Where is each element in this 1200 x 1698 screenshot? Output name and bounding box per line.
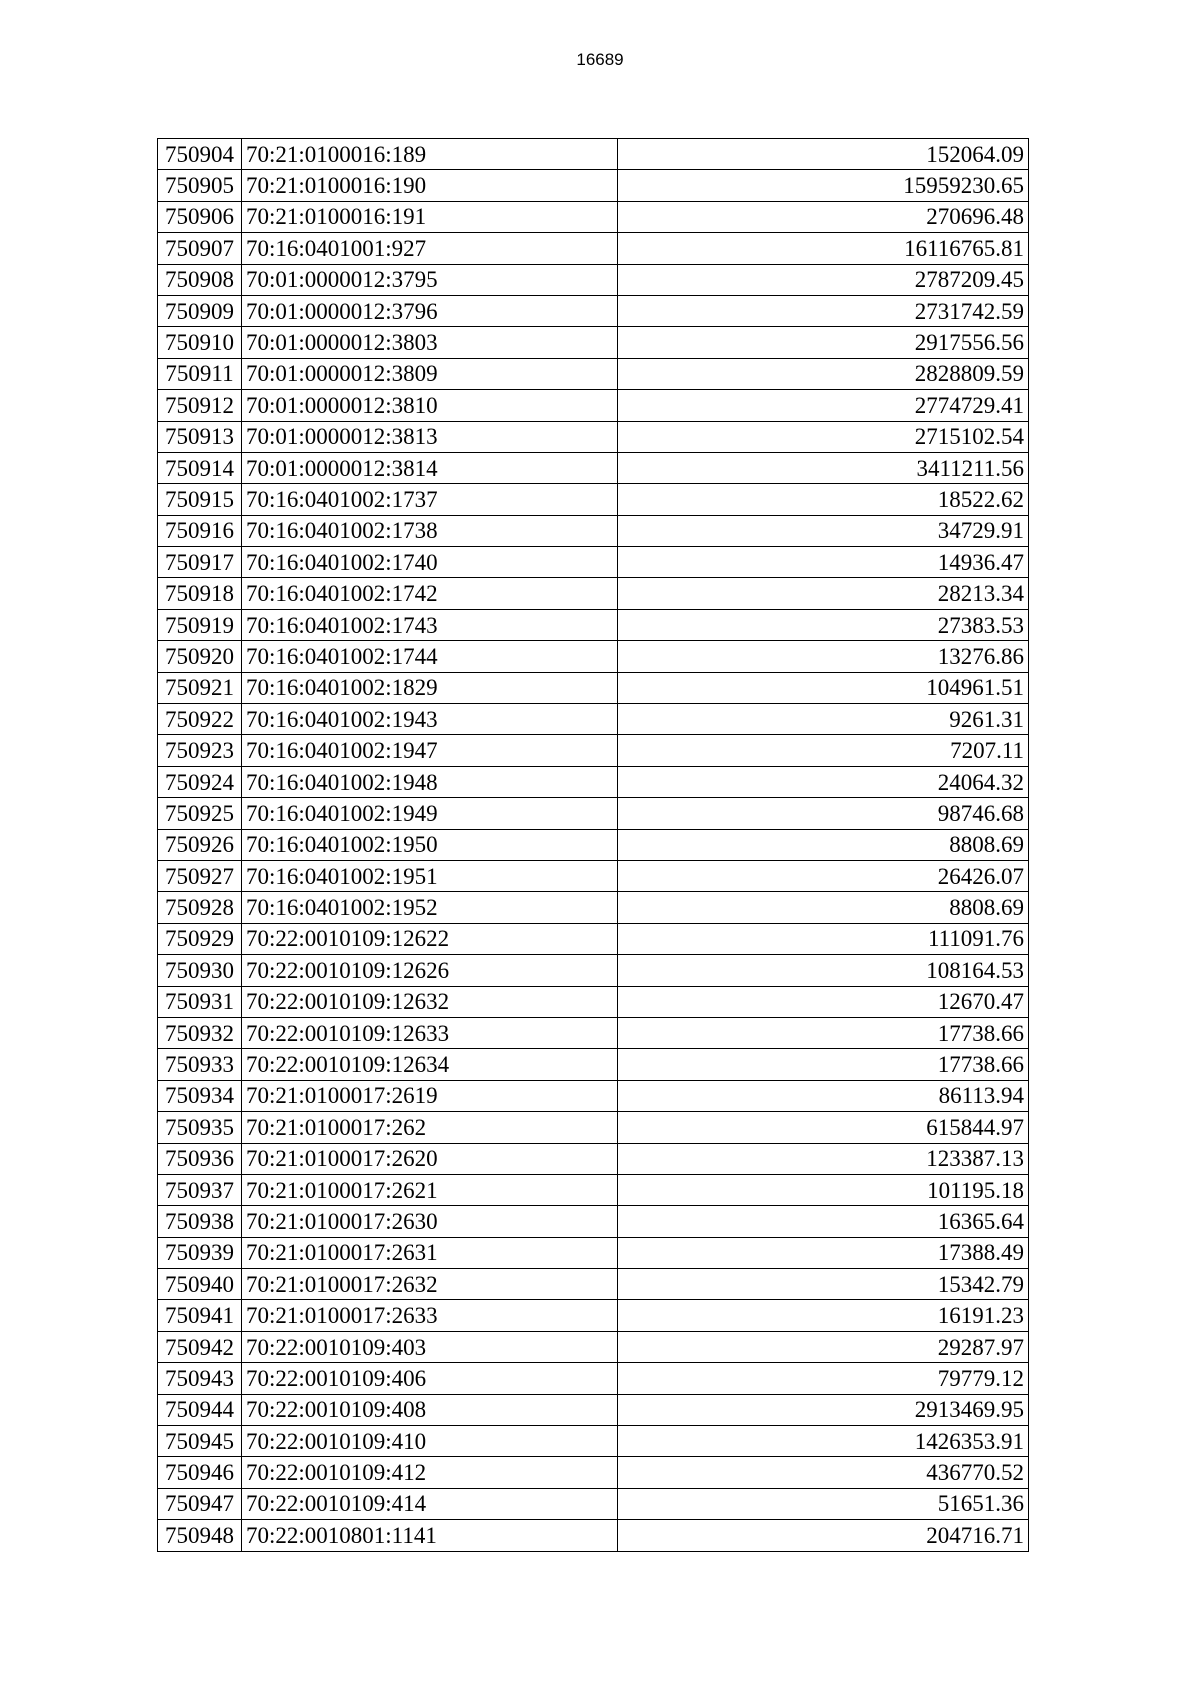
row-number-cell: 750944 [158,1394,242,1425]
table-row [158,515,1029,546]
table-row [158,1331,1029,1362]
table-row [158,860,1029,891]
table-row [158,1237,1029,1268]
row-number-cell: 750948 [158,1520,242,1551]
value-cell: 615844.97 [618,1112,1029,1143]
row-number-cell: 750909 [158,295,242,326]
row-number-cell: 750919 [158,609,242,640]
row-number-cell: 750910 [158,327,242,358]
row-number-cell: 750926 [158,829,242,860]
cadastral-number-cell: 70:22:0010109:12622 [242,923,618,954]
table-row [158,421,1029,452]
row-number-cell: 750936 [158,1143,242,1174]
cadastral-number-cell: 70:01:0000012:3803 [242,327,618,358]
cadastral-value-table [157,138,1029,1552]
table-row [158,1488,1029,1519]
value-cell: 2913469.95 [618,1394,1029,1425]
table-body [158,139,1029,1552]
row-number-cell: 750913 [158,421,242,452]
row-number-cell: 750911 [158,358,242,389]
cadastral-number-cell: 70:21:0100017:2632 [242,1269,618,1300]
table-row [158,547,1029,578]
cadastral-number-cell: 70:16:0401002:1743 [242,609,618,640]
page-number: 16689 [576,50,624,69]
table-row [158,1457,1029,1488]
table-row [158,704,1029,735]
value-cell: 2828809.59 [618,358,1029,389]
table-row [158,1394,1029,1425]
value-cell: 1426353.91 [618,1426,1029,1457]
cadastral-number-cell: 70:01:0000012:3814 [242,452,618,483]
cadastral-number-cell: 70:22:0010109:408 [242,1394,618,1425]
row-number-cell: 750924 [158,766,242,797]
value-cell: 14936.47 [618,547,1029,578]
cadastral-number-cell: 70:01:0000012:3796 [242,295,618,326]
row-number-cell: 750918 [158,578,242,609]
table-row [158,766,1029,797]
value-cell: 51651.36 [618,1488,1029,1519]
table-row [158,1174,1029,1205]
value-cell: 3411211.56 [618,452,1029,483]
table-row [158,1300,1029,1331]
row-number-cell: 750935 [158,1112,242,1143]
value-cell: 101195.18 [618,1174,1029,1205]
cadastral-number-cell: 70:16:0401002:1943 [242,704,618,735]
cadastral-number-cell: 70:21:0100017:2620 [242,1143,618,1174]
cadastral-number-cell: 70:21:0100016:191 [242,201,618,232]
table-row [158,1206,1029,1237]
value-cell: 2774729.41 [618,390,1029,421]
row-number-cell: 750915 [158,484,242,515]
row-number-cell: 750907 [158,233,242,264]
table-row [158,452,1029,483]
cadastral-number-cell: 70:22:0010109:12626 [242,955,618,986]
table-row [158,1269,1029,1300]
value-cell: 7207.11 [618,735,1029,766]
cadastral-number-cell: 70:16:0401002:1829 [242,672,618,703]
cadastral-number-cell: 70:21:0100017:2621 [242,1174,618,1205]
row-number-cell: 750939 [158,1237,242,1268]
table-row [158,578,1029,609]
cadastral-number-cell: 70:21:0100017:2631 [242,1237,618,1268]
value-cell: 17738.66 [618,1017,1029,1048]
value-cell: 12670.47 [618,986,1029,1017]
value-cell: 2731742.59 [618,295,1029,326]
cadastral-number-cell: 70:16:0401002:1737 [242,484,618,515]
cadastral-number-cell: 70:16:0401002:1744 [242,641,618,672]
value-cell: 15342.79 [618,1269,1029,1300]
row-number-cell: 750942 [158,1331,242,1362]
value-cell: 13276.86 [618,641,1029,672]
row-number-cell: 750921 [158,672,242,703]
value-cell: 15959230.65 [618,170,1029,201]
row-number-cell: 750938 [158,1206,242,1237]
table-row [158,170,1029,201]
row-number-cell: 750929 [158,923,242,954]
row-number-cell: 750927 [158,860,242,891]
cadastral-number-cell: 70:16:0401002:1950 [242,829,618,860]
table-row [158,295,1029,326]
cadastral-number-cell: 70:22:0010801:1141 [242,1520,618,1551]
row-number-cell: 750917 [158,547,242,578]
row-number-cell: 750937 [158,1174,242,1205]
value-cell: 26426.07 [618,860,1029,891]
cadastral-number-cell: 70:22:0010109:406 [242,1363,618,1394]
table-row [158,1143,1029,1174]
row-number-cell: 750943 [158,1363,242,1394]
value-cell: 28213.34 [618,578,1029,609]
row-number-cell: 750930 [158,955,242,986]
value-cell: 270696.48 [618,201,1029,232]
cadastral-number-cell: 70:16:0401002:1949 [242,798,618,829]
row-number-cell: 750912 [158,390,242,421]
cadastral-number-cell: 70:01:0000012:3810 [242,390,618,421]
cadastral-number-cell: 70:22:0010109:412 [242,1457,618,1488]
value-cell: 111091.76 [618,923,1029,954]
cadastral-number-cell: 70:16:0401002:1947 [242,735,618,766]
cadastral-number-cell: 70:16:0401002:1948 [242,766,618,797]
table-row [158,672,1029,703]
table-row [158,139,1029,170]
table-row [158,955,1029,986]
cadastral-number-cell: 70:16:0401002:1951 [242,860,618,891]
table-row [158,264,1029,295]
value-cell: 8808.69 [618,892,1029,923]
table-row [158,1426,1029,1457]
table-row [158,829,1029,860]
table-row [158,892,1029,923]
table-row [158,609,1029,640]
row-number-cell: 750905 [158,170,242,201]
row-number-cell: 750904 [158,139,242,170]
row-number-cell: 750947 [158,1488,242,1519]
cadastral-number-cell: 70:21:0100017:2630 [242,1206,618,1237]
value-cell: 98746.68 [618,798,1029,829]
cadastral-number-cell: 70:16:0401002:1742 [242,578,618,609]
row-number-cell: 750933 [158,1049,242,1080]
value-cell: 2787209.45 [618,264,1029,295]
table-row [158,641,1029,672]
row-number-cell: 750940 [158,1269,242,1300]
value-cell: 108164.53 [618,955,1029,986]
value-cell: 9261.31 [618,704,1029,735]
cadastral-number-cell: 70:16:0401002:1740 [242,547,618,578]
cadastral-number-cell: 70:21:0100016:190 [242,170,618,201]
table-row [158,484,1029,515]
value-cell: 27383.53 [618,609,1029,640]
table-row [158,327,1029,358]
cadastral-number-cell: 70:16:0401002:1738 [242,515,618,546]
cadastral-number-cell: 70:21:0100016:189 [242,139,618,170]
value-cell: 24064.32 [618,766,1029,797]
cadastral-number-cell: 70:22:0010109:12633 [242,1017,618,1048]
value-cell: 79779.12 [618,1363,1029,1394]
value-cell: 16116765.81 [618,233,1029,264]
row-number-cell: 750925 [158,798,242,829]
value-cell: 16191.23 [618,1300,1029,1331]
table-row [158,201,1029,232]
value-cell: 204716.71 [618,1520,1029,1551]
cadastral-number-cell: 70:01:0000012:3795 [242,264,618,295]
table-row [158,798,1029,829]
cadastral-number-cell: 70:16:0401002:1952 [242,892,618,923]
table-row [158,1112,1029,1143]
row-number-cell: 750922 [158,704,242,735]
cadastral-number-cell: 70:21:0100017:262 [242,1112,618,1143]
row-number-cell: 750906 [158,201,242,232]
value-cell: 104961.51 [618,672,1029,703]
cadastral-number-cell: 70:01:0000012:3809 [242,358,618,389]
table-row [158,1017,1029,1048]
cadastral-number-cell: 70:21:0100017:2633 [242,1300,618,1331]
value-cell: 16365.64 [618,1206,1029,1237]
value-cell: 436770.52 [618,1457,1029,1488]
row-number-cell: 750941 [158,1300,242,1331]
value-cell: 18522.62 [618,484,1029,515]
value-cell: 17388.49 [618,1237,1029,1268]
row-number-cell: 750914 [158,452,242,483]
row-number-cell: 750932 [158,1017,242,1048]
table-row [158,233,1029,264]
value-cell: 2715102.54 [618,421,1029,452]
table-row [158,1080,1029,1111]
value-cell: 86113.94 [618,1080,1029,1111]
value-cell: 34729.91 [618,515,1029,546]
value-cell: 8808.69 [618,829,1029,860]
value-cell: 29287.97 [618,1331,1029,1362]
table-row [158,735,1029,766]
row-number-cell: 750916 [158,515,242,546]
table-row [158,986,1029,1017]
row-number-cell: 750923 [158,735,242,766]
row-number-cell: 750931 [158,986,242,1017]
row-number-cell: 750946 [158,1457,242,1488]
row-number-cell: 750934 [158,1080,242,1111]
table-row [158,358,1029,389]
row-number-cell: 750920 [158,641,242,672]
value-cell: 17738.66 [618,1049,1029,1080]
table-row [158,1049,1029,1080]
table-row [158,1363,1029,1394]
cadastral-number-cell: 70:21:0100017:2619 [242,1080,618,1111]
table-row [158,1520,1029,1551]
value-cell: 152064.09 [618,139,1029,170]
cadastral-number-cell: 70:22:0010109:410 [242,1426,618,1457]
table-row [158,923,1029,954]
row-number-cell: 750928 [158,892,242,923]
cadastral-number-cell: 70:16:0401001:927 [242,233,618,264]
value-cell: 123387.13 [618,1143,1029,1174]
cadastral-number-cell: 70:22:0010109:12634 [242,1049,618,1080]
table-row [158,390,1029,421]
value-cell: 2917556.56 [618,327,1029,358]
row-number-cell: 750908 [158,264,242,295]
cadastral-number-cell: 70:22:0010109:403 [242,1331,618,1362]
cadastral-number-cell: 70:01:0000012:3813 [242,421,618,452]
cadastral-number-cell: 70:22:0010109:414 [242,1488,618,1519]
cadastral-number-cell: 70:22:0010109:12632 [242,986,618,1017]
row-number-cell: 750945 [158,1426,242,1457]
